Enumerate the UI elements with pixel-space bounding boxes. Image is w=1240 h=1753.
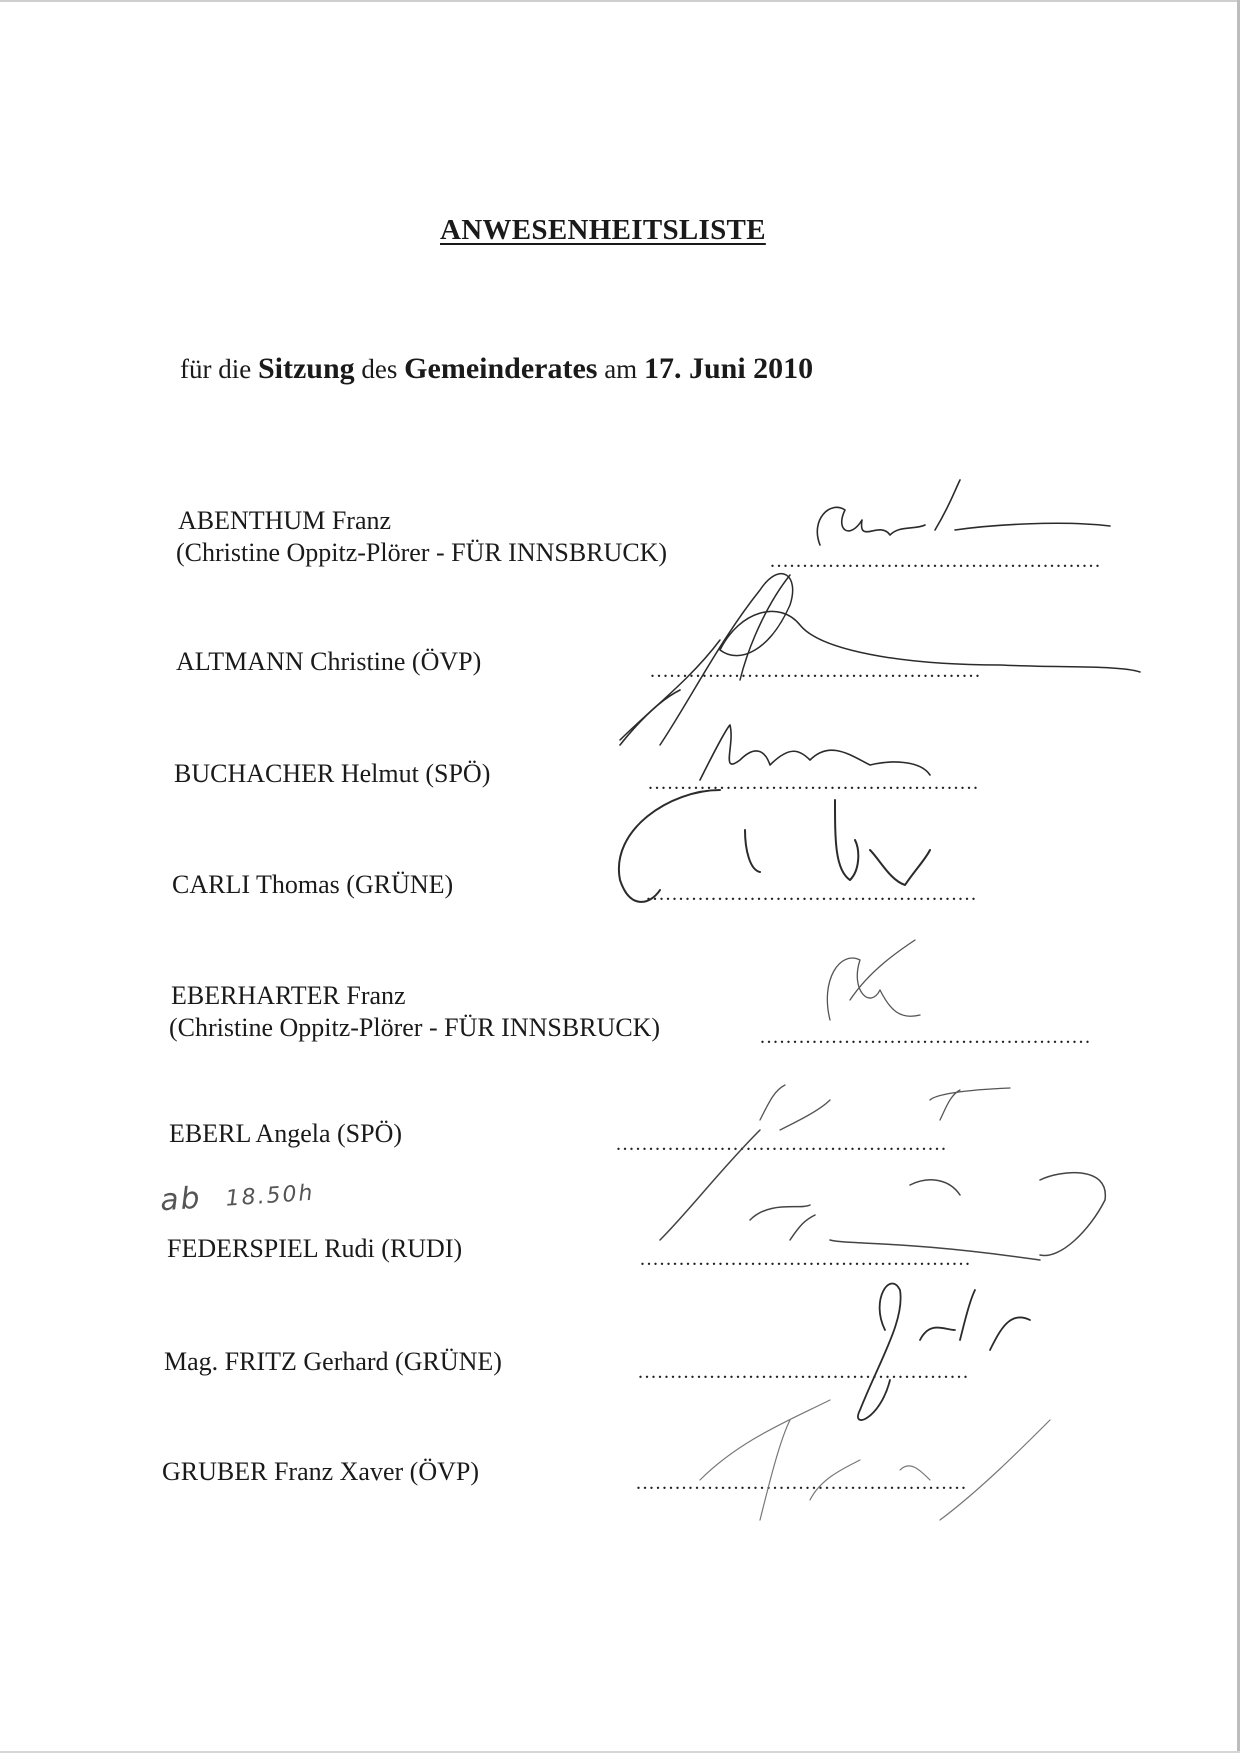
note-word: ab (158, 1180, 203, 1219)
subtitle-date-prefix: am (604, 354, 638, 384)
document-subtitle (180, 352, 813, 386)
signature-line: ................................................... (760, 1026, 1092, 1048)
attendee-name: EBERL Angela (SPÖ) (169, 1119, 403, 1148)
attendee-name: ABENTHUM Franz (178, 506, 392, 535)
subtitle-meeting: Sitzung (257, 352, 355, 385)
signature-scribble (620, 690, 930, 780)
signature-line: ................................................... (640, 1248, 972, 1270)
subtitle-connector: des (361, 354, 398, 384)
signature-scribble (700, 1400, 1050, 1520)
document-title: ANWESENHEITSLISTE (440, 214, 766, 246)
attendee-name: FEDERSPIEL Rudi (RUDI) (167, 1234, 463, 1263)
attendee-proxy: (Christine Oppitz-Plörer - FÜR INNSBRUCK) (176, 538, 668, 567)
signature-scribble (817, 480, 1110, 545)
note-time: 18.50h (224, 1180, 316, 1212)
signature-line: ................................................... (646, 883, 978, 905)
scan-edge-top (0, 0, 1240, 2)
signature-scribble (827, 940, 920, 1020)
signature-line: ................................................... (770, 550, 1102, 572)
signature-line: ................................................... (650, 660, 982, 682)
attendee-name: Mag. FRITZ Gerhard (GRÜNE) (164, 1347, 502, 1376)
subtitle-prefix: für die (180, 354, 252, 384)
attendee-proxy: (Christine Oppitz-Plörer - FÜR INNSBRUCK) (169, 1013, 661, 1042)
signature-scribble (760, 1085, 1010, 1130)
signature-line: ................................................... (616, 1133, 948, 1155)
signature-line: ................................................... (636, 1472, 968, 1494)
attendee-name: ALTMANN Christine (ÖVP) (176, 647, 482, 676)
signature-line: ................................................... (638, 1361, 970, 1383)
handwritten-arrival-note (159, 1173, 315, 1219)
subtitle-body: Gemeinderates (404, 352, 598, 385)
signature-scribble (858, 1284, 1030, 1420)
attendee-name: BUCHACHER Helmut (SPÖ) (174, 759, 491, 788)
attendee-name: EBERHARTER Franz (171, 981, 406, 1010)
attendee-name: CARLI Thomas (GRÜNE) (172, 870, 454, 899)
attendee-name: GRUBER Franz Xaver (ÖVP) (162, 1457, 480, 1486)
signature-line: ................................................... (648, 772, 980, 794)
subtitle-date: 17. Juni 2010 (643, 352, 814, 385)
